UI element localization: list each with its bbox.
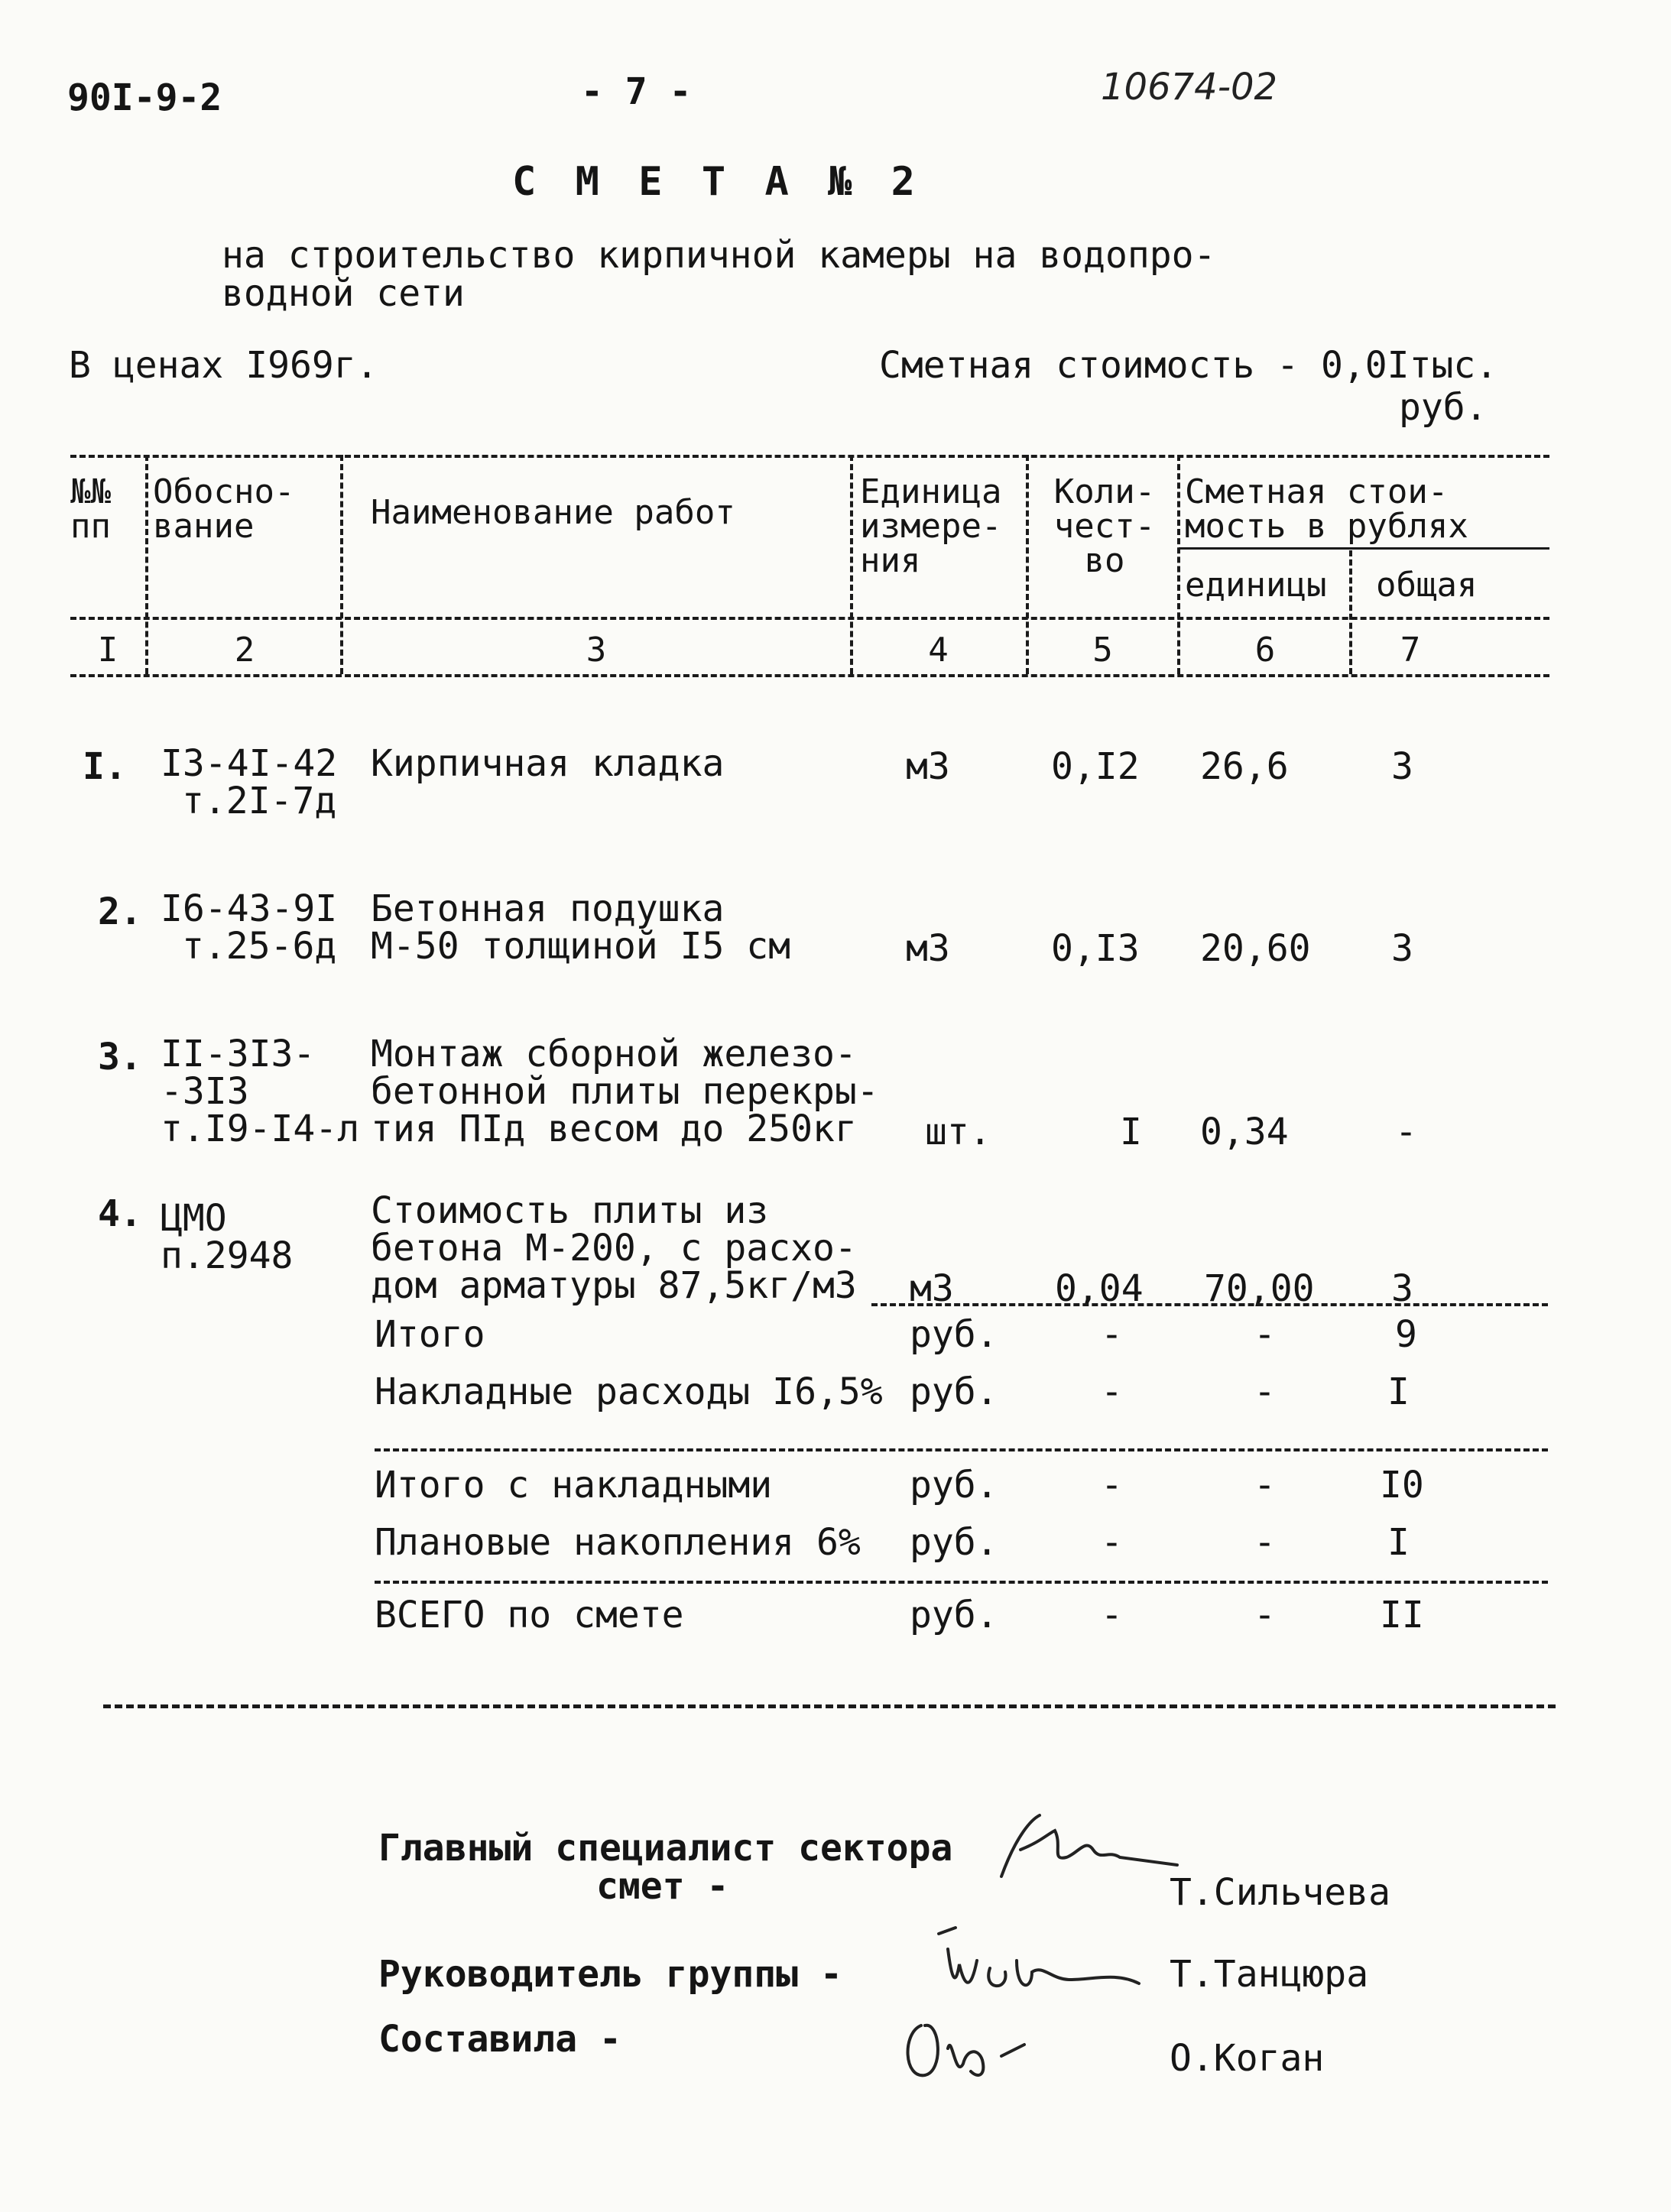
handwritten-number: 10674-02 xyxy=(1101,66,1278,109)
estimated-cost-unit: руб. xyxy=(1399,386,1488,429)
column-number: 2 xyxy=(234,631,255,670)
header-col3: Наименование работ xyxy=(371,493,735,532)
row-number: 3. xyxy=(98,1036,142,1078)
row-unit-cost: 20,60 xyxy=(1200,927,1311,970)
row-unit: шт. xyxy=(925,1111,991,1153)
row-name: Стоимость плиты из бетона М-200, с расхо- дом арматуры 87,5кг/м3 xyxy=(371,1189,857,1307)
summary-unit-cost: - xyxy=(1254,1370,1276,1413)
column-divider xyxy=(145,455,148,674)
document-code: 90I-9-2 xyxy=(67,76,222,119)
summary-unit: руб. xyxy=(910,1521,998,1564)
signer-name: О.Коган xyxy=(1170,2037,1325,2080)
header-col7: общая xyxy=(1376,566,1478,605)
footer-rule xyxy=(103,1704,1556,1708)
summary-qty: - xyxy=(1101,1370,1123,1413)
summary-unit-cost: - xyxy=(1254,1594,1276,1636)
signer-name: Т.Танцюра xyxy=(1170,1953,1369,1996)
summary-rule xyxy=(375,1581,1548,1584)
summary-unit-cost: - xyxy=(1254,1464,1276,1507)
column-number: 5 xyxy=(1092,631,1113,670)
row-name: Монтаж сборной железо- бетонной плиты перекры- тия ПIд весом до 250кг xyxy=(371,1033,879,1150)
subtitle-line-1: на строительство кирпичной камеры на водопро- xyxy=(222,234,1216,277)
signer-role: Руководитель группы - xyxy=(378,1953,842,1996)
column-divider xyxy=(1349,550,1352,674)
summary-unit: руб. xyxy=(910,1464,998,1507)
row-number: 2. xyxy=(98,890,142,933)
summary-label: Накладные расходы I6,5% xyxy=(375,1370,883,1413)
row-qty: 0,I2 xyxy=(1051,745,1140,788)
handwritten-signature xyxy=(917,1918,1147,2003)
row-unit: м3 xyxy=(906,927,950,970)
summary-total: 9 xyxy=(1395,1313,1417,1356)
summary-unit: руб. xyxy=(910,1313,998,1356)
cost-header-rule xyxy=(1179,547,1549,550)
column-number: 6 xyxy=(1254,631,1276,670)
summary-unit: руб. xyxy=(910,1370,998,1413)
header-bottom-rule xyxy=(70,617,1549,620)
document-title: С М Е Т А № 2 xyxy=(512,159,923,205)
row-total: 3 xyxy=(1391,1267,1413,1310)
signer-role: Главный специалист сектора xyxy=(378,1827,953,1870)
column-number: 3 xyxy=(586,631,607,670)
row-total: 3 xyxy=(1391,745,1413,788)
row-number: 4. xyxy=(98,1192,142,1235)
row-basis: I6-43-9I т.25-6д xyxy=(161,887,338,968)
column-number: 7 xyxy=(1400,631,1421,670)
header-col4: Единица измере- ния xyxy=(860,472,1002,580)
summary-label: ВСЕГО по смете xyxy=(375,1594,684,1636)
signer-role-cont: смет - xyxy=(596,1865,729,1908)
row-basis: I3-4I-42 т.2I-7д xyxy=(161,742,338,822)
row-unit-cost: 26,6 xyxy=(1200,745,1289,788)
header-col6: единицы xyxy=(1185,566,1327,605)
row-qty: 0,04 xyxy=(1055,1267,1144,1310)
subtitle-line-2: водной сети xyxy=(222,272,465,315)
summary-qty: - xyxy=(1101,1594,1123,1636)
summary-total: I xyxy=(1387,1370,1410,1413)
handwritten-signature xyxy=(894,2003,1070,2087)
row-basis: ЦМО п.2948 xyxy=(161,1197,294,1277)
signer-name: Т.Сильчева xyxy=(1170,1871,1390,1914)
row-name: Бетонная подушка М-50 толщиной I5 см xyxy=(371,887,791,968)
summary-qty: - xyxy=(1101,1464,1123,1507)
summary-total: II xyxy=(1380,1594,1424,1636)
row-unit-cost: 0,34 xyxy=(1200,1111,1289,1153)
page-number: - 7 - xyxy=(581,70,692,113)
rows-end-rule xyxy=(871,1303,1548,1306)
summary-label: Итого xyxy=(375,1313,485,1356)
table-top-rule xyxy=(70,455,1549,458)
column-divider xyxy=(1177,455,1180,674)
summary-qty: - xyxy=(1101,1521,1123,1564)
summary-unit: руб. xyxy=(910,1594,998,1636)
row-total: 3 xyxy=(1391,927,1413,970)
header-col2: Обосно- вание xyxy=(153,472,295,546)
summary-unit-cost: - xyxy=(1254,1313,1276,1356)
row-qty: I xyxy=(1120,1111,1142,1153)
summary-total: I0 xyxy=(1380,1464,1424,1507)
header-col1: №№ пп xyxy=(70,472,111,546)
header-col5: Коли- чест- во xyxy=(1053,472,1156,580)
header-col67: Сметная стои- мость в рублях xyxy=(1185,472,1468,546)
row-total: - xyxy=(1395,1111,1417,1153)
row-unit: м3 xyxy=(906,745,950,788)
handwritten-signature xyxy=(986,1804,1185,1903)
summary-label: Плановые накопления 6% xyxy=(375,1521,861,1564)
column-number: I xyxy=(97,631,118,670)
estimated-cost: Сметная стоимость - 0,0Iтыс. xyxy=(879,344,1498,387)
row-unit-cost: 70,00 xyxy=(1204,1267,1315,1310)
row-qty: 0,I3 xyxy=(1051,927,1140,970)
row-basis: II-3I3- -3I3 т.I9-I4-л xyxy=(161,1033,360,1150)
row-number: I. xyxy=(83,745,127,788)
column-number: 4 xyxy=(928,631,949,670)
summary-unit-cost: - xyxy=(1254,1521,1276,1564)
summary-rule xyxy=(375,1448,1548,1451)
summary-total: I xyxy=(1387,1521,1410,1564)
column-numbers-rule xyxy=(70,674,1549,677)
signer-role: Составила - xyxy=(378,2018,621,2061)
summary-qty: - xyxy=(1101,1313,1123,1356)
row-unit: м3 xyxy=(910,1267,954,1310)
summary-label: Итого с накладными xyxy=(375,1464,773,1507)
row-name: Кирпичная кладка xyxy=(371,742,725,785)
prices-note: В ценах I969г. xyxy=(69,344,378,387)
column-divider xyxy=(340,455,343,674)
